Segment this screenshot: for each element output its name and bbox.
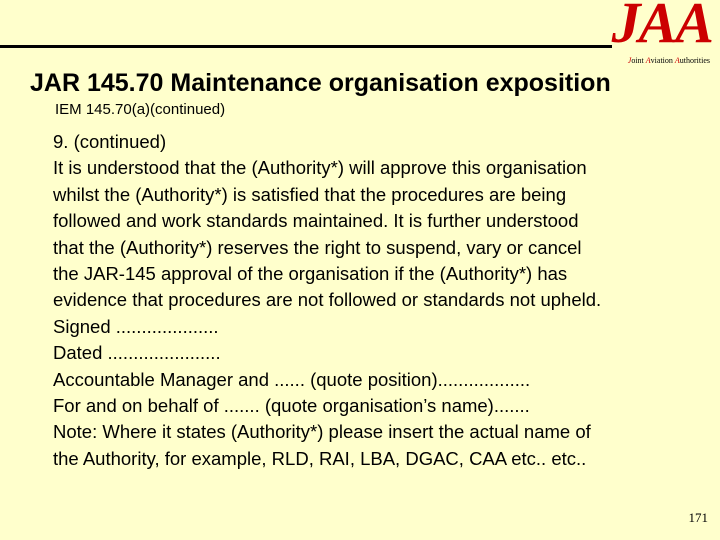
slide-subtitle: IEM 145.70(a)(continued) <box>55 101 226 118</box>
logo-subtitle-rest-2: viation <box>650 56 675 65</box>
slide-title: JAR 145.70 Maintenance organisation exposition <box>30 69 611 97</box>
logo-subtitle-rest-3: uthorities <box>679 56 710 65</box>
body-line: Dated ...................... <box>53 342 221 364</box>
header-rule <box>0 45 612 48</box>
body-line: the Authority, for example, RLD, RAI, LBA, DGAC, CAA etc.. etc.. <box>53 447 587 469</box>
logo-subtitle-cap-2: A <box>645 56 651 65</box>
page-number: 171 <box>688 510 708 525</box>
logo-letters: JAA <box>611 0 712 55</box>
body-line: Signed .................... <box>53 315 219 337</box>
body-text <box>53 129 718 472</box>
body-line: evidence that procedures are not followed or standards not upheld. <box>53 289 602 311</box>
body-line: Accountable Manager and ...... (quote position).................. <box>53 368 531 390</box>
body-line: It is understood that the (Authority*) will approve this organisation <box>53 157 587 179</box>
body-line: 9. (continued) <box>53 131 167 152</box>
body-line: followed and work standards maintained. It is further understood <box>53 210 579 232</box>
jaa-logo <box>602 0 714 68</box>
body-line: that the (Authority*) reserves the right to suspend, vary or cancel <box>53 236 582 258</box>
body-line: whilst the (Authority*) is satisfied that the procedures are being <box>53 183 567 205</box>
logo-subtitle-cap-1: J <box>627 56 632 65</box>
body-line: For and on behalf of ....... (quote organisation’s name)....... <box>53 395 530 417</box>
logo-subtitle-rest-1: oint <box>631 56 646 65</box>
body-line: the JAR-145 approval of the organisation if the (Authority*) has <box>53 263 568 285</box>
body-line: Note: Where it states (Authority*) please insert the actual name of <box>53 421 591 443</box>
logo-subtitle-cap-3: A <box>674 56 680 65</box>
logo-subtitle <box>628 56 710 65</box>
